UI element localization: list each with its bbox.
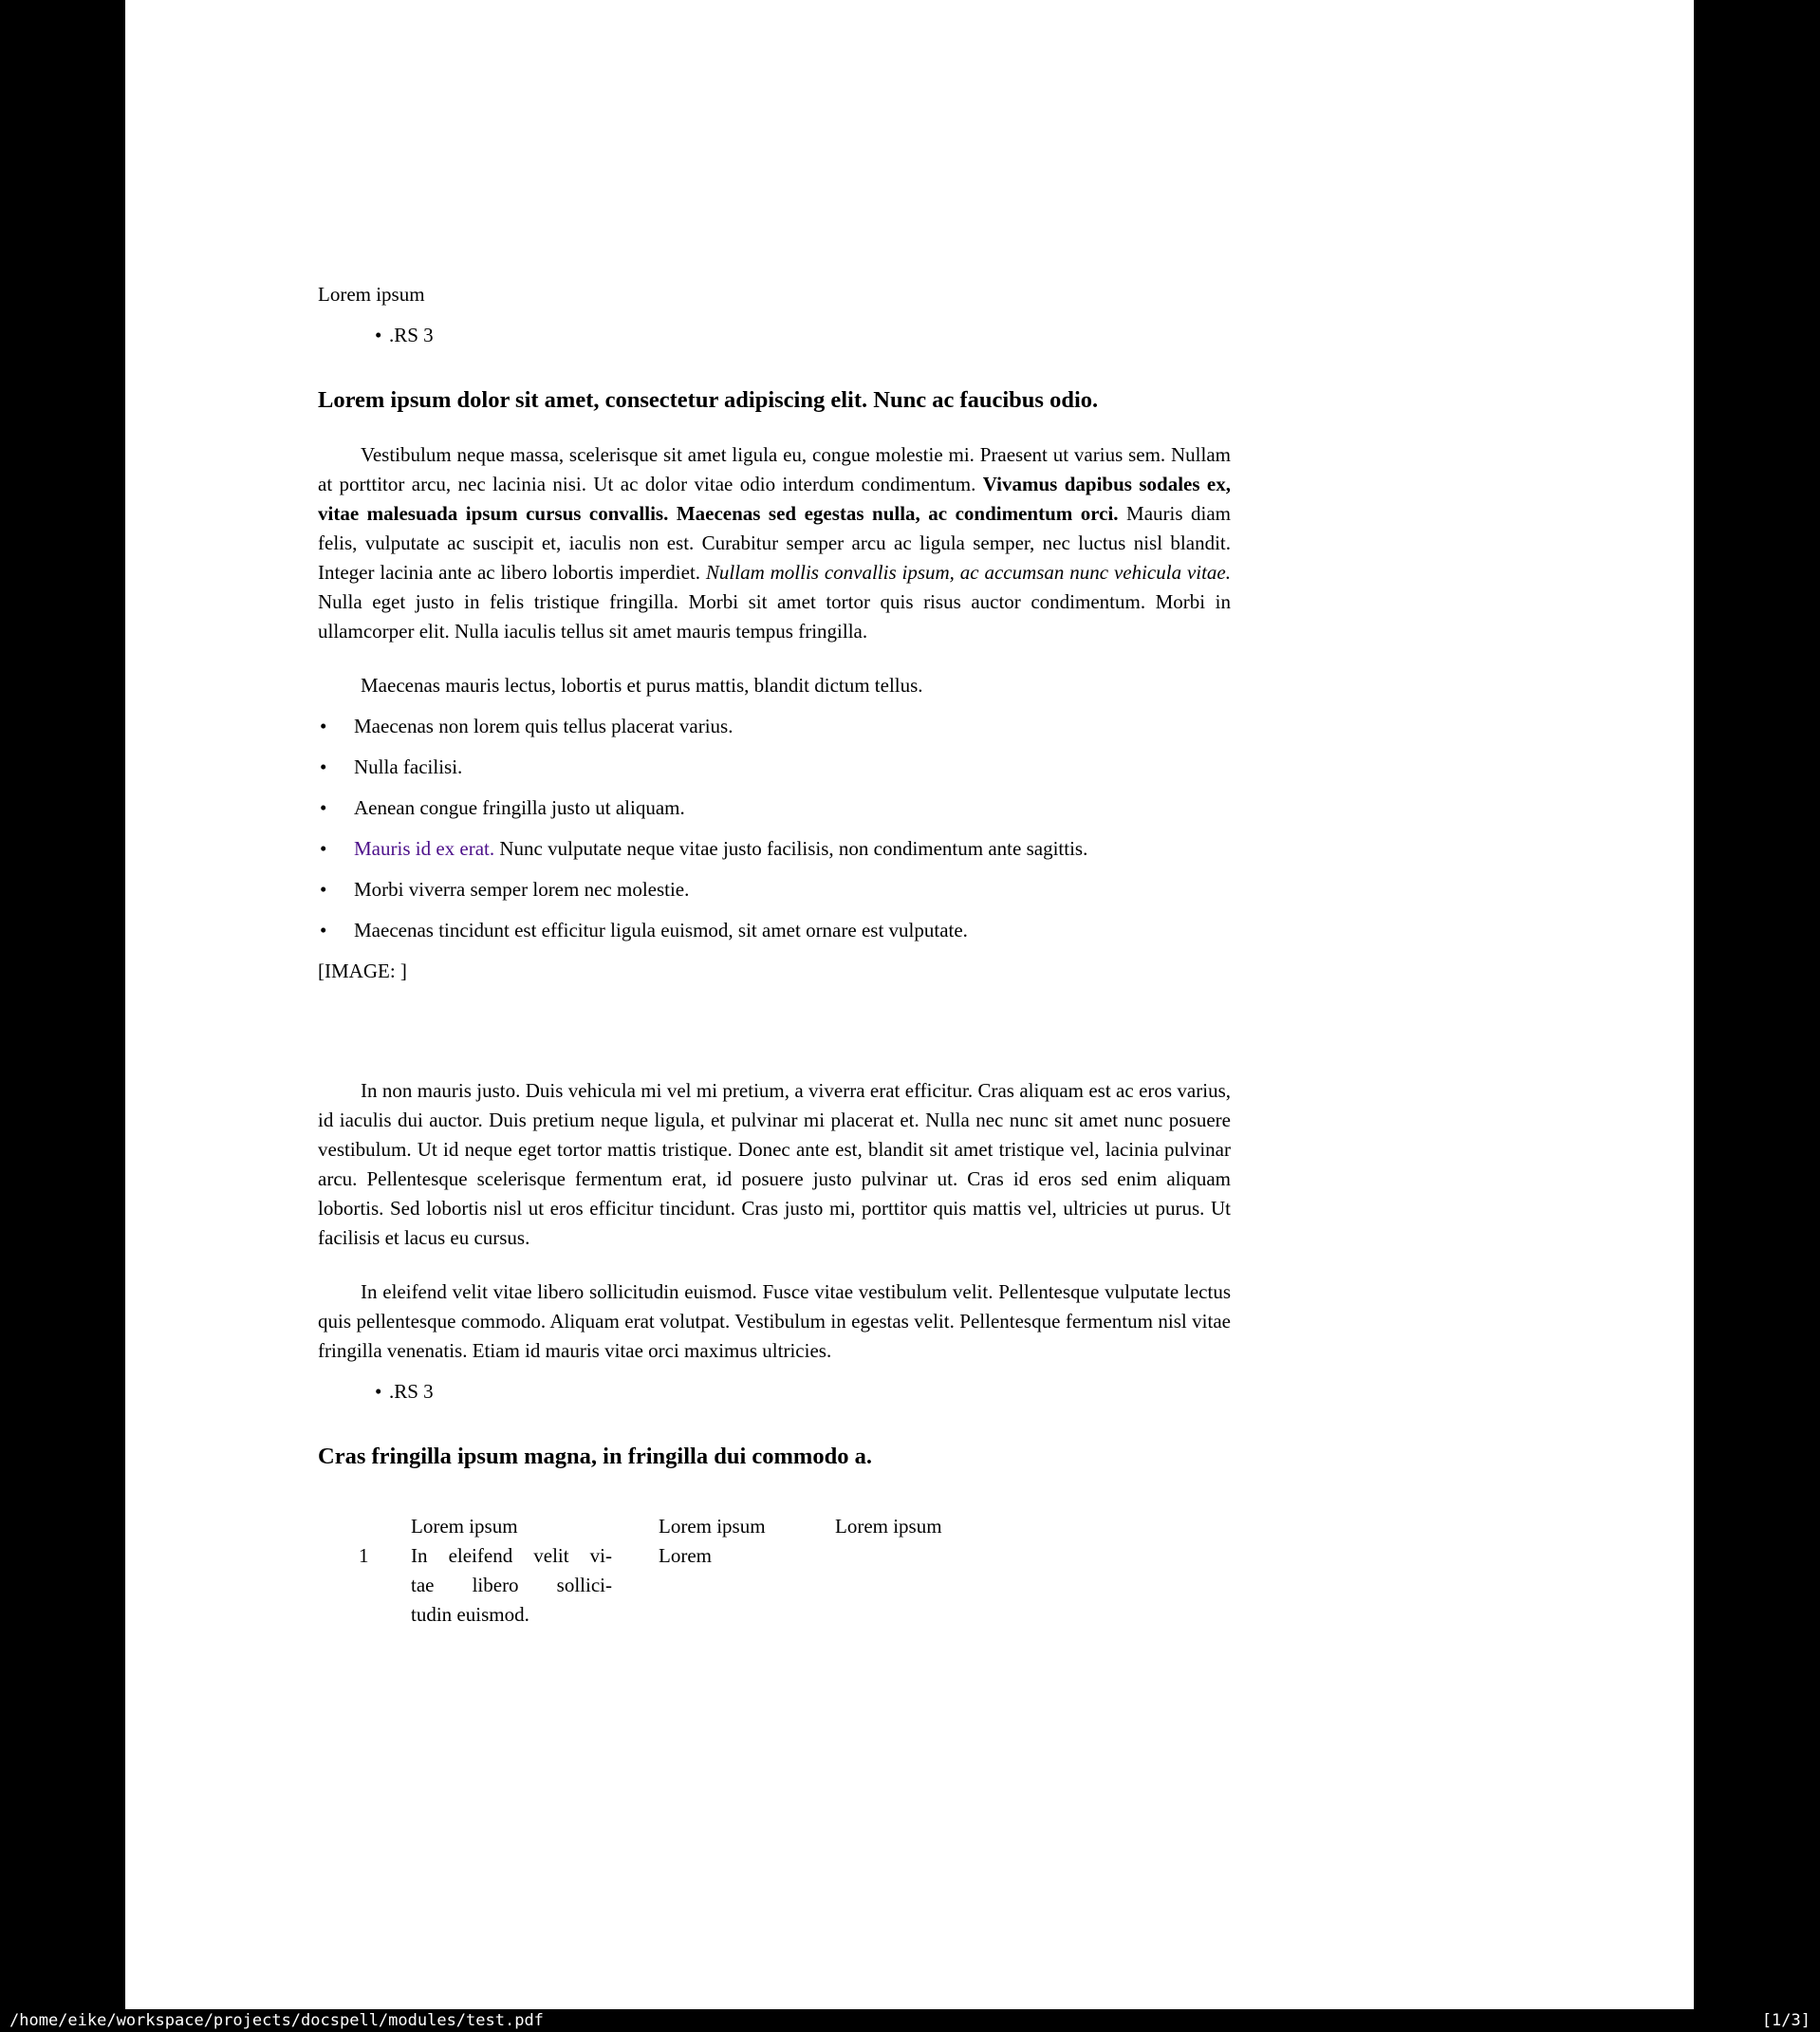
table-header-cell: Lorem ipsum [659,1515,766,1538]
table-cell: Lorem [659,1544,712,1567]
doc-heading-1: Lorem ipsum dolor sit amet, consectetur adipiscing elit. Nunc ac faucibus odio. [318,387,1099,413]
bullet-icon: • [320,837,327,860]
list-item [318,753,1231,782]
table-row [359,1541,1231,1630]
list-item-text: Maecenas non lorem quis tellus placerat varius. [354,715,734,737]
doc-rs-bullet-2 [318,1377,1231,1407]
doc-top-line: Lorem ipsum [318,283,425,306]
list-item [318,712,1231,741]
table-row-number: 1 [359,1544,369,1567]
bullet-icon: • [375,1380,382,1403]
bullet-icon: • [375,324,382,346]
bullet-icon: • [320,715,327,737]
paragraph-segment-bold: Vivamus dapibus sodales ex, vitae malesuada ipsum cursus convallis. Maecenas sed egestas nulla, ac condimentum orci. [318,473,1231,525]
doc-bullet-list [318,712,1231,945]
bullet-icon: • [320,919,327,941]
list-item [318,916,1231,945]
pdf-page[interactable] [125,0,1694,2009]
bullet-icon: • [320,796,327,819]
doc-paragraph-4: In eleifend velit vitae libero sollicitudin euismod. Fusce vitae vestibulum velit. Pellentesque vulputate lectus quis pellentesque commodo. Aliquam erat volutpat. Vestibulum in egestas velit. Pellentesque fermentum nisl vitae fringilla venenatis. Etiam id mauris vitae orci maximus ultricies. [318,1280,1231,1362]
rs-bullet-text: .RS 3 [389,1380,434,1403]
list-item-text: Aenean congue fringilla justo ut aliquam. [354,796,685,819]
list-item-text: Nulla facilisi. [354,755,463,778]
statusbar-page-indicator: [1/3] [1761,2011,1811,2030]
bullet-icon: • [320,878,327,901]
rs-bullet-text: .RS 3 [389,324,434,346]
doc-paragraph-1 [318,440,1231,646]
list-item [318,875,1231,904]
table-cell-line: tae libero sollici- [411,1574,612,1596]
link-mauris-id-ex-erat[interactable]: Mauris id ex erat. [354,837,495,860]
list-item-text: Morbi viverra semper lorem nec molestie. [354,878,690,901]
document-content [318,280,1231,1630]
doc-paragraph-3: In non mauris justo. Duis vehicula mi vel mi pretium, a viverra erat efficitur. Cras aliquam est ac eros varius, id iaculis dui auctor. Duis pretium neque ligula, et pulvinar mi placerat et. Nulla nec nunc sit amet nunc posuere vestibulum. Ut id neque eget tortor mattis tristique. Donec ante est, blandit sit amet tristique vel, lacinia pulvinar arcu. Pellentesque scelerisque fermentum erat, id posuere justo pulvinar ut. Cras id eros sed enim aliquam lobortis. Sed lobortis nisl ut eros efficitur tincidunt. Cras justo mi, porttitor quis mattis vel, ultricies ut purus. Ut facilisis et lacus eu cursus. [318,1079,1231,1249]
doc-table [359,1512,1231,1630]
paragraph-segment-italic: Nullam mollis convallis ipsum, ac accumsan nunc vehicula vitae. [705,561,1231,584]
paragraph-segment: Mauris diam felis, vulputate ac suscipit et, iaculis non est. Curabitur semper arcu ac ligula semper, nec luctus nisl blandit. Integer lacinia ante ac libero lobortis imperdiet. [318,502,1231,584]
table-header-cell: Lorem ipsum [835,1515,942,1538]
list-item [318,793,1231,823]
list-item [318,834,1231,864]
table-cell-line: tudin euismod. [411,1603,529,1626]
table-header-row [359,1512,1231,1541]
statusbar-filepath: /home/eike/workspace/projects/docspell/modules/test.pdf [9,2011,544,2030]
image-placeholder: [IMAGE: ] [318,960,407,982]
table-cell [411,1541,612,1630]
doc-rs-bullet-1 [318,321,1231,350]
table-corner-cell [359,1512,411,1541]
bullet-icon: • [320,755,327,778]
statusbar [0,2009,1820,2032]
table-cell [835,1541,1082,1630]
list-item-text: Maecenas tincidunt est efficitur ligula euismod, sit amet ornare est vulputate. [354,919,968,941]
paragraph-segment: Vestibulum neque massa, scelerisque sit amet ligula eu, congue molestie mi. Praesent ut varius sem. Nullam at porttitor arcu, nec lacinia nisi. Ut ac dolor vitae odio interdum condimentum. [318,443,1231,495]
paragraph-segment: Nulla eget justo in felis tristique fringilla. Morbi sit amet tortor quis risus auctor condimentum. Morbi in ullamcorper elit. Nulla iaculis tellus sit amet mauris tempus fringilla. [318,590,1231,643]
doc-heading-2: Cras fringilla ipsum magna, in fringilla dui commodo a. [318,1444,872,1469]
table-cell-line: In eleifend velit vi- [411,1544,612,1567]
list-item-text: Nunc vulputate neque vitae justo facilisis, non condimentum ante sagittis. [494,837,1088,860]
table-header-cell: Lorem ipsum [411,1515,518,1538]
doc-paragraph-2: Maecenas mauris lectus, lobortis et purus mattis, blandit dictum tellus. [361,674,923,697]
